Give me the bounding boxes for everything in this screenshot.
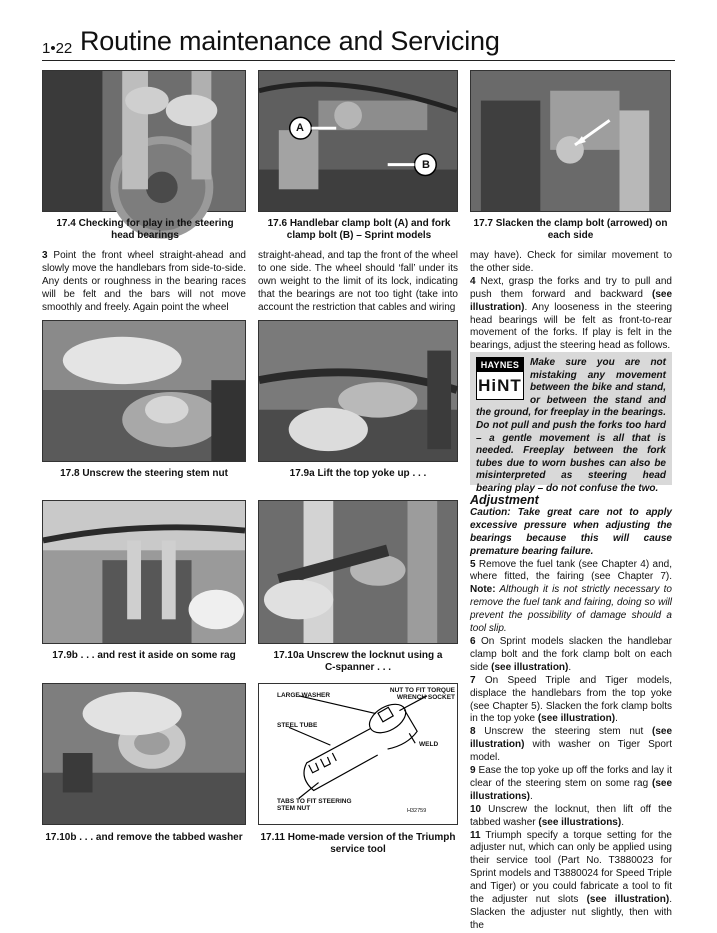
see-illustration-ref: (see illustrations) <box>538 816 622 828</box>
photo-17-9b <box>42 500 246 644</box>
photo-17-10b <box>42 683 246 825</box>
paragraph-3 <box>42 250 246 315</box>
paragraph-text: . <box>621 816 624 828</box>
caption-17-9a: 17.9a Lift the top yoke up . . . <box>289 468 427 479</box>
step-number: 4 <box>470 275 476 287</box>
diagram-code: H32759 <box>407 808 427 814</box>
step-number: 9 <box>470 765 476 777</box>
paragraph-text: On Speed Triple and Tiger models, displace the handlebars from the top yoke (see Chapter 5). Slacken the fork clamp bolts in the top yoke <box>470 674 672 725</box>
paragraph-text: Ease the top yoke up off the forks and lay it clear of the steering stem on some rag <box>470 765 672 789</box>
paragraph-8 <box>470 726 672 765</box>
step-number: 6 <box>470 635 476 647</box>
paragraph-text: Unscrew the steering stem nut <box>475 726 652 738</box>
diagram-label-tabs: TABS TO FIT STEERING STEM NUT <box>277 798 352 812</box>
page-title: Routine maintenance and Servicing <box>80 26 500 56</box>
paragraph-text: with washer on Tiger Sport model. <box>470 739 672 764</box>
paragraph-5 <box>470 559 672 636</box>
haynes-hint-logo <box>476 357 524 400</box>
caption-17-10b: 17.10b . . . and remove the tabbed washer <box>45 832 243 843</box>
paragraph-text: . Any looseness in the steering head bearings will be felt as front-to-rear movement of the forks. If play is felt in the bearings, adjust the steering head as follows. <box>470 301 672 352</box>
caption-17-11: 17.11 Home-made version of the Triumph service tool <box>260 832 456 855</box>
paragraph-text: Point the front wheel straight-ahead and slowly move the handlebars from side-to-side. Any dents or roughness in the bearing races will be felt and the bars will not move smoothly and freely. Again point the wheel <box>42 250 246 313</box>
diagram-label-large-washer: LARGE WASHER <box>277 692 331 699</box>
paragraph-text: . <box>568 661 572 673</box>
caption-17-4: 17.4 Checking for play in the steering head bearings <box>56 218 234 241</box>
diagram-17-11 <box>258 683 458 825</box>
step-number: 11 <box>470 829 481 841</box>
photo-17-8 <box>42 320 246 462</box>
caption-17-10a: 17.10a Unscrew the locknut using a C-spanner . . . <box>273 650 443 673</box>
see-illustration-ref: (see illustration) <box>491 661 569 673</box>
paragraph-text: Remove the fuel tank (see Chapter 4) and, where fitted, the fairing (see Chapter 7). <box>470 558 672 583</box>
step-number: 10 <box>470 803 482 815</box>
callout-b: B <box>422 159 430 171</box>
column-3-text-bottom <box>470 494 672 933</box>
paragraph-text: On Sprint models slacken the handlebar clamp bolt and the fork clamp bolt on each side <box>470 635 672 673</box>
step-number: 7 <box>470 674 476 686</box>
column-2-text <box>258 250 458 315</box>
see-illustration-ref: (see illustration) <box>470 726 672 751</box>
step-number: 8 <box>470 726 476 738</box>
paragraph-4 <box>470 276 672 353</box>
paragraph-text: . <box>615 713 618 725</box>
caption-17-9b: 17.9b . . . and rest it aside on some rag <box>52 650 236 661</box>
diagram-label-nut: NUT TO FIT TORQUE WRENCH SOCKET <box>389 687 455 701</box>
hint-text: Make sure you are not mistaking any movement between the bike and stand, or between the stand and the ground, for freeplay in the bearings. Do not pull and push the forks too hard – a gentle movement is all that is needed. Freeplay between the fork tubes due to worn bushes can also be misinterpreted as steering head bearing play – do not confuse the two. <box>476 357 666 494</box>
hint-logo-bottom: HiNT <box>478 376 522 395</box>
see-illustration-ref: (see illustrations) <box>470 777 672 802</box>
photo-17-6 <box>258 70 458 212</box>
paragraph-3-continued: straight-ahead, and tap the front of the wheel to one side. The wheel should ‘fall’ under its own weight to the limit of its lock, indicating that the bearings are not too tight (take into account the restriction that cables and wiring <box>258 250 458 313</box>
page-header <box>42 26 675 62</box>
paragraph-text: . <box>530 790 533 802</box>
page-number: 1•22 <box>42 40 73 57</box>
photo-17-7 <box>470 70 671 212</box>
column-3-text-top <box>470 250 672 353</box>
paragraph-7 <box>470 675 672 727</box>
callout-a: A <box>296 122 304 134</box>
paragraph-text: Unscrew the locknut, then lift off the tabbed washer <box>470 803 672 828</box>
caution-note <box>470 507 672 559</box>
diagram-label-steel-tube: STEEL TUBE <box>277 722 318 729</box>
hint-logo-top: HAYNES <box>477 358 523 372</box>
note-label: Note: <box>470 584 496 596</box>
caption-17-8: 17.8 Unscrew the steering stem nut <box>60 468 228 479</box>
paragraph-11 <box>470 830 672 933</box>
caption-17-7: 17.7 Slacken the clamp bolt (arrowed) on each side <box>473 218 668 241</box>
paragraph-10 <box>470 804 672 830</box>
photo-17-10a <box>258 500 458 644</box>
caution-text: Caution: Take great care not to apply excessive pressure when adjusting the bearings because this will cause premature bearing failure. <box>470 506 672 557</box>
header-rule <box>42 60 675 61</box>
paragraph-9 <box>470 765 672 804</box>
haynes-hint-box <box>470 352 672 494</box>
paragraph-6 <box>470 636 672 675</box>
diagram-label-weld: WELD <box>419 741 439 748</box>
column-1-text <box>42 250 246 315</box>
photo-17-4 <box>42 70 246 212</box>
paragraph-text: Next, grasp the forks and try to pull and push them forward and backward <box>470 275 672 300</box>
note-text: Although it is not strictly necessary to remove the fuel tank and fairing, doing so will prevent the possibility of damage should a tool slip. <box>470 584 672 635</box>
see-illustration-ref: (see illustration) <box>537 713 616 725</box>
step-number: 3 <box>42 250 48 261</box>
caption-17-6: 17.6 Handlebar clamp bolt (A) and fork clamp bolt (B) – Sprint models <box>267 218 451 241</box>
adjustment-heading: Adjustment <box>470 493 539 507</box>
photo-17-9a <box>258 320 458 462</box>
see-illustration-ref: (see illustration) <box>586 894 670 906</box>
paragraph-text: Triumph specify a torque setting for the adjuster nut, which can only be applied using their service tool (Part No. T3880023 for Sprint models and T3880024 for Speed Triple and Tiger) or you could fabricate a tool to fit the adjuster nut slots <box>470 829 672 906</box>
paragraph-3-end: may have). Check for similar movement to the other side. <box>470 250 672 274</box>
step-number: 5 <box>470 558 476 570</box>
paragraph-text: . Slacken the adjuster nut slightly, then with the <box>470 894 672 931</box>
see-illustration-ref: (see illustration) <box>470 288 672 313</box>
